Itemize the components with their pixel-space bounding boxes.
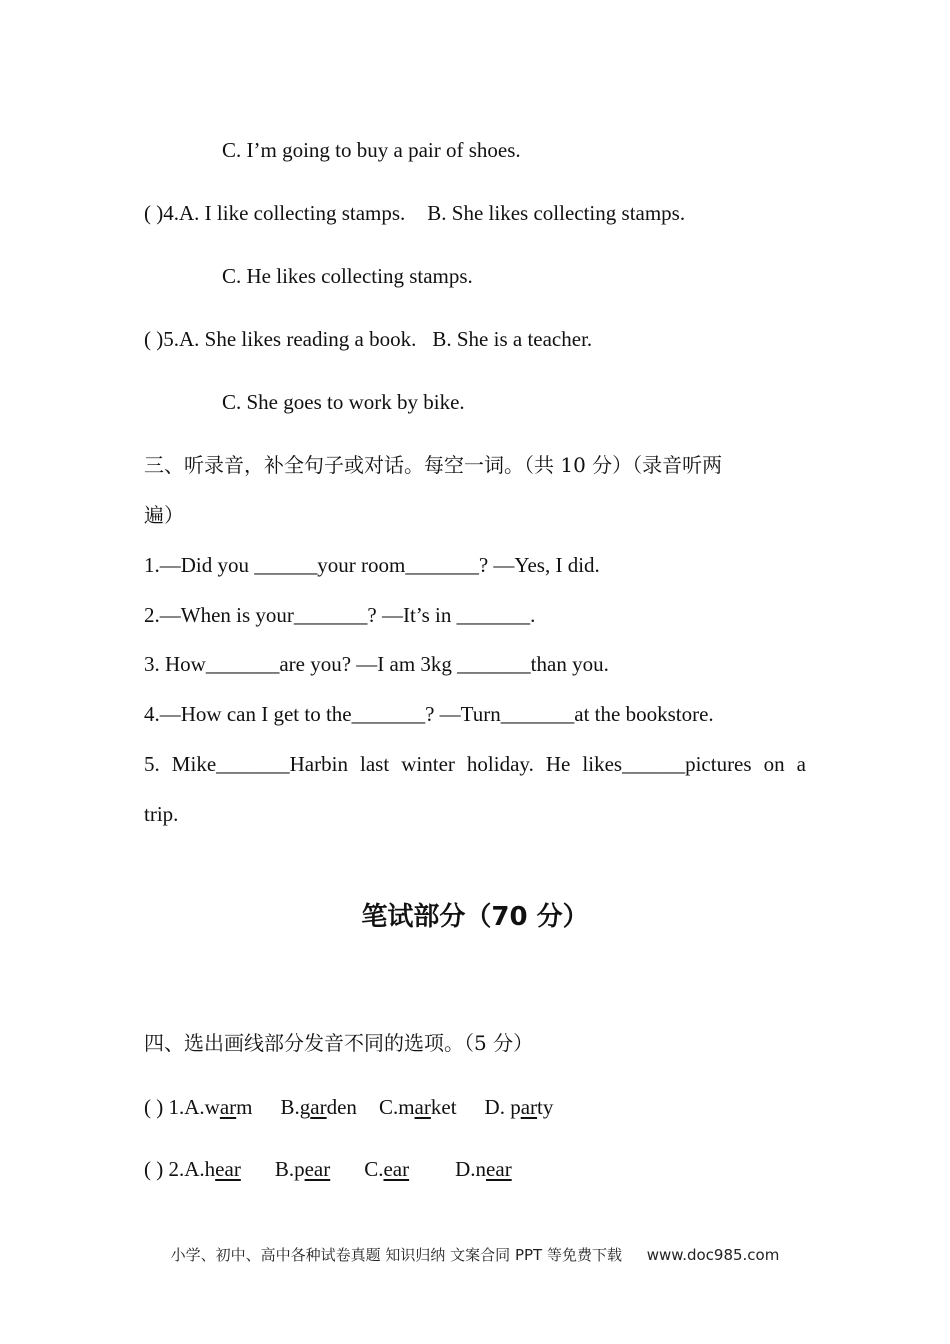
q2-prefix: ( ) 2. <box>144 1157 185 1181</box>
section4-q2 <box>144 1156 512 1182</box>
section4-heading: 四、选出画线部分发音不同的选项。（5 分） <box>144 1031 534 1055</box>
q2-option-b: B.pear <box>274 1157 331 1181</box>
q2-option-d: D.near <box>455 1157 512 1181</box>
q1-option-b: B.garden <box>280 1095 357 1119</box>
written-part-title: 笔试部分（70 分） <box>361 902 589 932</box>
q1-option-d: D. party <box>484 1095 554 1119</box>
section3-item-2: 2.—When is your_______? —It’s in _______. <box>144 603 536 627</box>
q5-prefix: ( )5. <box>144 327 179 351</box>
section4-q1 <box>144 1094 553 1120</box>
footer <box>0 1244 950 1265</box>
section3-item-5-cont: trip. <box>144 802 179 826</box>
q2-option-a: A.hear <box>184 1157 241 1181</box>
section3-item-4: 4.—How can I get to the_______? —Turn_______at the bookstore. <box>144 702 714 726</box>
q2-option-c: C.ear <box>364 1157 410 1181</box>
q4-option-a: A. I like collecting stamps. <box>179 201 406 225</box>
q4-option-c: C. He likes collecting stamps. <box>222 264 473 288</box>
q1-option-a: A.warm <box>184 1095 253 1119</box>
section3-item-5: 5. Mike_______Harbin last winter holiday. He likes______pictures on a <box>144 752 806 776</box>
q3-option-c: C. I’m going to buy a pair of shoes. <box>222 138 521 162</box>
q4-line <box>144 200 685 226</box>
section3-item-1: 1.—Did you ______your room_______? —Yes, I did. <box>144 553 600 577</box>
section3-item-3: 3. How_______are you? —I am 3kg _______than you. <box>144 652 609 676</box>
q5-option-b: B. She is a teacher. <box>432 327 593 351</box>
section3-heading-line1: 三、听录音，补全句子或对话。每空一词。（共 10 分）（录音听两 <box>144 453 723 477</box>
q4-prefix: ( )4. <box>144 201 179 225</box>
q4-option-b: B. She likes collecting stamps. <box>427 201 686 225</box>
q5-line <box>144 326 592 352</box>
q5-option-c: C. She goes to work by bike. <box>222 390 465 414</box>
section3-heading-line2: 遍） <box>144 503 184 527</box>
footer-text: 小学、初中、高中各种试卷真题 知识归纳 文案合同 PPT 等免费下载 <box>170 1246 622 1264</box>
q1-option-c: C.market <box>378 1095 457 1119</box>
q1-prefix: ( ) 1. <box>144 1095 185 1119</box>
q5-option-a: A. She likes reading a book. <box>179 327 417 351</box>
footer-url[interactable]: www.doc985.com <box>646 1246 780 1264</box>
